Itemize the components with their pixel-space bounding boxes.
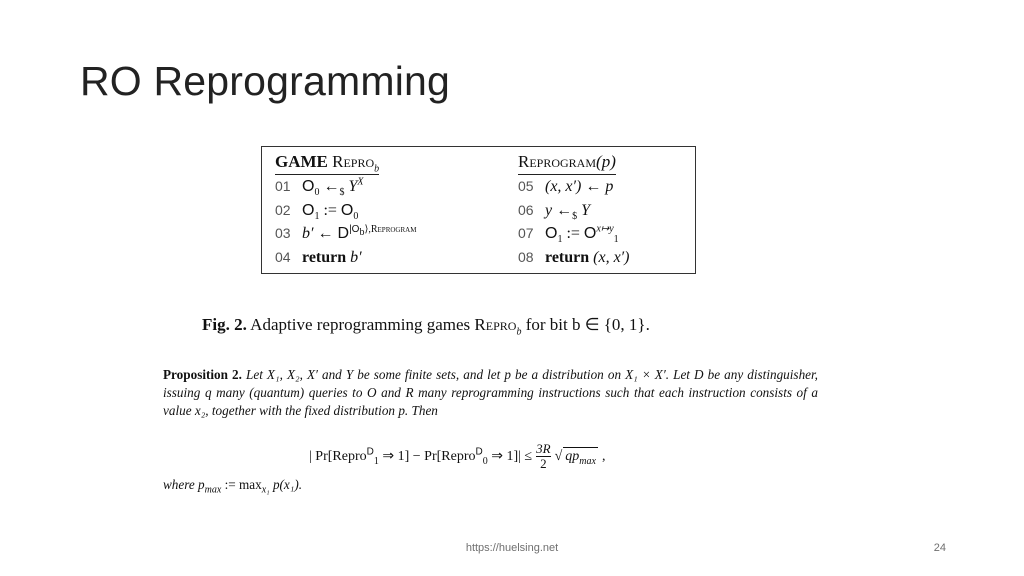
figure-caption: Fig. 2. Adaptive reprogramming games Repro$_b$ for bit b ∈ {0, 1}. [202, 315, 650, 338]
code-line-03: 03 b′ ← $D^{|O_b⟩,Reprogram}$ [275, 223, 417, 242]
proposition-text: Proposition 2. Let X₁, X₂, X′ and Y be some finite sets, and let p be a distribution on X₁ × X′. Let D be any distinguisher, issuing q many (quantum) queries to O and R many reprogramming instructions such that each instruction consists of a value x₂, together with the fixed distribution p. Then [163, 367, 818, 418]
code-line-01: 01 $O_0$ $\leftarrow_{\$}$ $Y^X$ [275, 176, 364, 199]
game-figure-box [261, 146, 696, 274]
proposition-block [163, 366, 818, 496]
page-number: 24 [933, 542, 946, 554]
code-line-08: 08 return (x, x′) [518, 248, 630, 266]
where-clause: where $p_{max}$ := $\max_{x_1} p(x_1)$. [163, 477, 303, 496]
slide-title: RO Reprogramming [80, 58, 451, 104]
sqrt-term: $qp_{max}$ [565, 449, 596, 467]
footer-url: https://huelsing.net [465, 542, 559, 554]
code-line-06: 06 y $\leftarrow_{\$}$ Y [518, 201, 591, 222]
game-repro-header: GAME Repro$_b$ [275, 152, 380, 175]
reprogram-header: Reprogram(p) [518, 151, 616, 175]
game-repro-column [275, 151, 416, 269]
proposition-formula: | Pr[Repro$^D_1$ ⇒ 1] − Pr[Repro$^D_0$ ⇒ 1]| ≤ $\frac{3R}{2}$ √ $qp_{max}$ , [309, 441, 606, 471]
fraction: $\frac{3R}{2}$ [536, 441, 551, 471]
code-line-07: 07 $O_1$ := $O^{x↦y}_1$ [518, 223, 619, 246]
code-line-02: 02 $O_1$ := $O_0$ [275, 201, 359, 222]
reprogram-column [518, 151, 630, 269]
code-line-04: 04 return b′ [275, 248, 362, 266]
code-line-05: 05 (x, x′) ← p [518, 178, 614, 195]
